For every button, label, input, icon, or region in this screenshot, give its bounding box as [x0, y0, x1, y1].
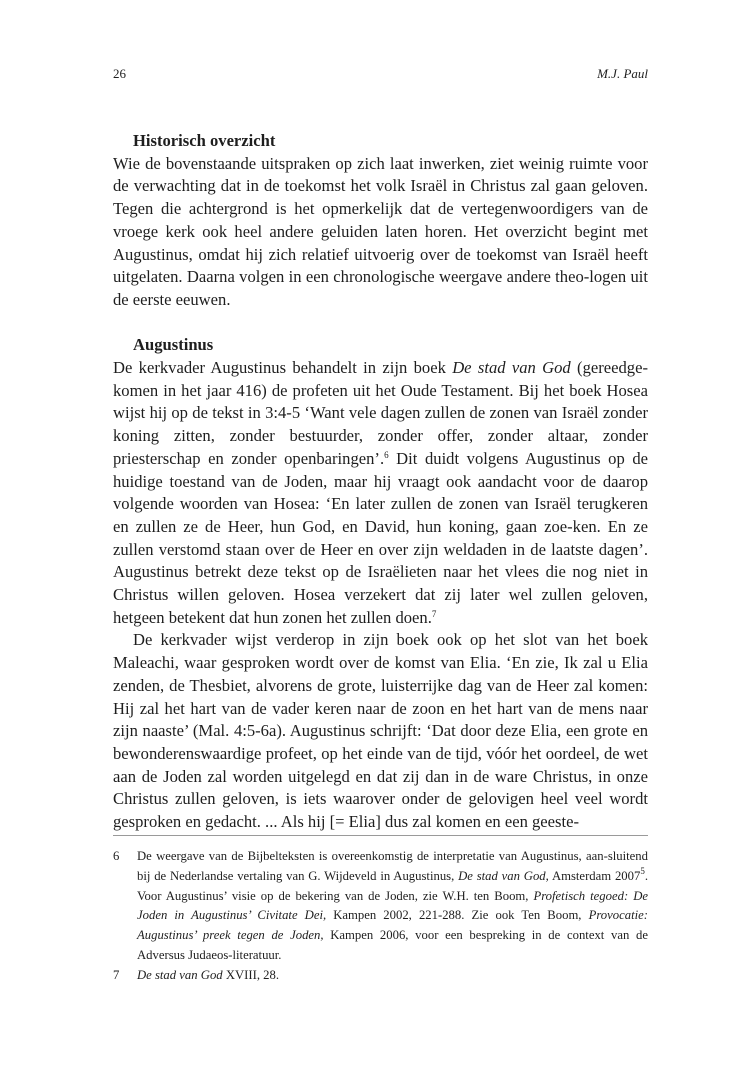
running-head-author: M.J. Paul: [597, 66, 648, 81]
paragraph-text: (gereedge-komen in het jaar 416) de profeten uit het Oude Testament. Bij het boek Hosea wijst hij op de tekst in 3:4-5 ‘Want vele dagen zullen de zonen van Israël zonder koning zitten, zonder bestuurder, zonder offer, zonder altaar, zonder priesterschap en zonder openbaringen’.: [113, 358, 648, 468]
footnote-text: Kampen 2006, voor een bespreking in de context van de Adversus Judaeos-literatuur.: [137, 928, 648, 962]
page-header: [113, 66, 648, 84]
book-title: De stad van God: [452, 358, 571, 378]
footnotes: [113, 847, 648, 986]
footnote-number: 7: [113, 967, 120, 982]
footnote-number: 6: [113, 849, 120, 863]
footnote-title: De stad van God: [137, 967, 223, 982]
footnote-ref-6[interactable]: 6: [384, 449, 389, 460]
footnote-divider: [113, 835, 648, 836]
footnote-text: De weergave van de Bijbelteksten is overeenkomstig de interpretatie van Augustinus, aan-sluitend bij de Nederlandse vertaling van G. Wijdeveld in Augustinus,: [137, 849, 648, 883]
paragraph-text: De kerkvader Augustinus behandelt in zijn boek: [113, 358, 453, 378]
footnote-7: [113, 966, 648, 986]
footnote-text: XVIII, 28.: [222, 967, 280, 982]
section-heading-augustinus: Augustinus: [133, 335, 214, 355]
footnote-title: Provocatie: Augustinus’ preek tegen de Joden,: [137, 908, 648, 943]
page-number: 26: [113, 66, 126, 81]
paragraph-historisch: Wie de bovenstaande uitspraken op zich laat inwerken, ziet weinig ruimte voor de verwachting dat in de toekomst het volk Israël in Christus zal gaan geloven. Tegen die achtergrond is het opmerkelijk dat de vertegenwoordigers van de vroege kerk ook heel andere geluiden laten horen. Het overzicht begint met Augustinus, omdat hij zich relatief uitvoerig over de toekomst van Israël heeft uitgelaten. Daarna volgen in een chronologische weergave andere theo-logen uit de eerste eeuwen.: [113, 153, 648, 309]
paragraph-augustinus-2: De kerkvader wijst verderop in zijn boek ook op het slot van het boek Maleachi, waar gesproken wordt over de komst van Elia. ‘En zie, Ik zal u Elia zenden, de Thesbiet, alvorens de grote, luisterrijke dag van de Heer zal komen: Hij zal het hart van de vader keren naar de zoon en het hart van de mens naar zijn naaste’ (Mal. 4:5-6a). Augustinus schrijft: ‘Dat door deze Elia, een grote en bewonderenswaardige profeet, op het einde van de tijd, vóór het oordeel, de wet aan de Joden zal worden uitgelegd en dat zij dan in de ware Christus, in onze Christus zullen geloven, is iets waarover onder de gelovigen heel veel wordt gesproken en gedacht. ... Als hij [= Elia] dus zal komen en een geeste-: [113, 630, 648, 832]
paragraph-text: Dit duidt volgens Augustinus op de huidige toestand van de Joden, maar hij vraagt ook aandacht voor de daarop volgende woorden van Hosea: ‘En later zullen de zonen van Israël terugkeren en zullen ze de Heer, hun God, en David, hun koning, gaan zoe-ken. En ze zullen verstomd staan over de Heer en over zijn weldaden in de laatste dagen’. Augustinus betrekt deze tekst op de Israëlieten naar het vlees die nog niet in Christus willen geloven. Hosea verzekert dat zij later wel zullen geloven, hetgeen betekent dat hun zonen het zullen doen.: [113, 448, 648, 627]
footnote-text: Kampen 2002, 221-288. Zie ook Ten Boom,: [326, 908, 589, 923]
footnote-title: De stad van God,: [458, 868, 549, 883]
section-heading-historisch: Historisch overzicht: [133, 131, 276, 150]
main-text: [113, 130, 648, 834]
footnote-text: Amsterdam 2007: [548, 868, 641, 883]
footnote-ref-7[interactable]: 7: [431, 608, 437, 619]
footnote-text: . Voor Augustinus’ visie op de bekering van de Joden, zie W.H. ten Boom,: [137, 868, 648, 903]
edition-superscript: 5: [640, 865, 645, 876]
footnote-6: [113, 847, 648, 966]
paragraph-augustinus-1: [113, 357, 648, 629]
section-gap: [113, 312, 648, 335]
footnote-title: Profetisch tegoed: De Joden in Augustinus’ Civitate Dei,: [137, 888, 648, 923]
